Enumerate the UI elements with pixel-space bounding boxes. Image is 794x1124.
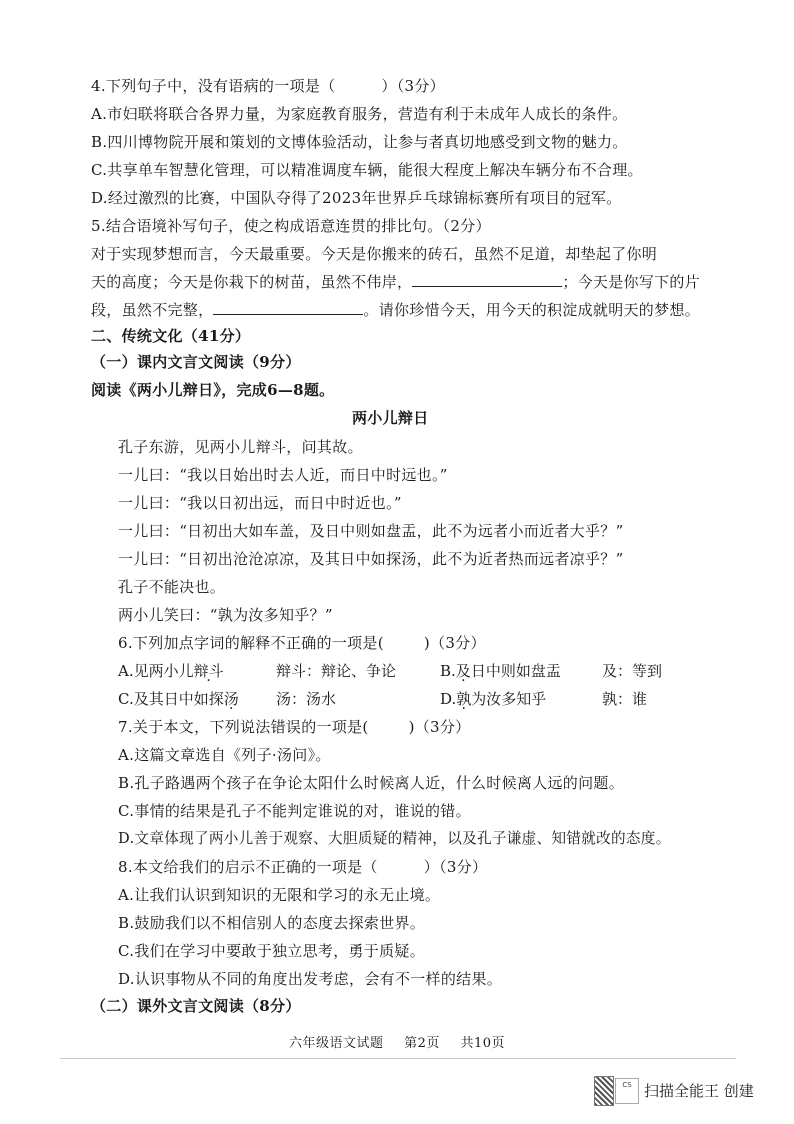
- q6-option-c: C.及其日中如探汤: [118, 690, 239, 708]
- q7-option-c: C.事情的结果是孔子不能判定谁说的对，谁说的错。: [118, 802, 471, 820]
- camscanner-logo-icon: CS: [615, 1078, 639, 1104]
- camscanner-watermark: [594, 1074, 764, 1108]
- footer-page-number: 第2页: [404, 1036, 440, 1051]
- q8-option-c: C.我们在学习中要敢于独立思考，勇于质疑。: [118, 942, 426, 960]
- passage-line: 一儿曰：“日初出大如车盖，及日中则如盘盂，此不为远者小而近者大乎？”: [118, 522, 624, 540]
- passage-line: 孔子东游，见两小儿辩斗，问其故。: [118, 438, 363, 456]
- q6-option-b: B.及日中则如盘盂: [440, 662, 561, 680]
- q7-option-d: D.文章体现了两小儿善于观察、大胆质疑的精神，以及孔子谦虚、知错就改的态度。: [118, 830, 671, 847]
- q7-option-a: A.这篇文章选自《列子·汤问》。: [118, 746, 331, 764]
- q5-line-3: 段，虽然不完整， 。请你珍惜今天，用今天的积淀成就明天的梦想。: [91, 301, 701, 319]
- q5-blank-2[interactable]: [213, 300, 363, 315]
- q6-option-b-definition: 及：等到: [602, 662, 663, 680]
- q4-option-c: C.共享单车智慧化管理，可以精准调度车辆，能很大程度上解决车辆分布不合理。: [91, 161, 643, 179]
- footer-total-pages: 共10页: [460, 1036, 506, 1051]
- q8-option-b: B.鼓励我们以不相信别人的态度去探索世界。: [118, 914, 426, 932]
- passage-line: 一儿曰：“日初出沧沧凉凉，及其日中如探汤，此不为近者热而远者凉乎？”: [118, 550, 624, 568]
- q5-line-2: 天的高度；今天是你栽下的树苗，虽然不伟岸， ；今天是你写下的片: [91, 273, 701, 291]
- subsection-2-heading: （二）课外文言文阅读（8分）: [91, 997, 301, 1015]
- subsection-1-heading: （一）课内文言文阅读（9分）: [91, 353, 301, 371]
- section-2-heading: 二、传统文化（41分）: [91, 327, 251, 345]
- q6-option-c-definition: 汤：汤水: [276, 690, 337, 708]
- q5-line-1: 对于实现梦想而言，今天最重要。今天是你搬来的砖石，虽然不足道，却垫起了你明: [91, 245, 658, 263]
- passage-line: 一儿曰：“我以日初出远，而日中时近也。”: [118, 494, 402, 512]
- qr-code-icon: [594, 1076, 614, 1106]
- q5-blank-1[interactable]: [412, 272, 562, 287]
- footer-exam-name: 六年级语文试题: [288, 1036, 384, 1051]
- q6-option-d-definition: 孰：谁: [602, 690, 648, 708]
- q6-option-a-definition: 辩斗：辩论、争论: [276, 662, 397, 680]
- q4-option-b: B.四川博物院开展和策划的文博体验活动，让参与者真切地感受到文物的魅力。: [91, 133, 628, 151]
- watermark-text: 扫描全能王 创建: [644, 1082, 754, 1100]
- q4-stem: 4.下列句子中，没有语病的一项是（ ）（3分）: [91, 77, 445, 95]
- page-footer: [0, 1032, 794, 1051]
- q8-stem: 8.本文给我们的启示不正确的一项是（ ）（3分）: [118, 858, 488, 876]
- passage-title: 两小儿辩日: [352, 409, 429, 427]
- q8-option-a: A.让我们认识到知识的无限和学习的永无止境。: [118, 886, 441, 904]
- q8-option-d: D.认识事物从不同的角度出发考虑，会有不一样的结果。: [118, 970, 503, 988]
- passage-line: 一儿曰：“我以日始出时去人近，而日中时远也。”: [118, 466, 448, 484]
- q6-stem: 6.下列加点字词的解释不正确的一项是( )（3分）: [118, 634, 486, 652]
- q7-stem: 7.关于本文，下列说法错误的一项是( )（3分）: [118, 718, 471, 736]
- q5-stem: 5.结合语境补写句子，使之构成语意连贯的排比句。（2分）: [91, 217, 491, 235]
- q4-option-d: D.经过激烈的比赛，中国队夺得了2023年世界乒乓球锦标赛所有项目的冠军。: [91, 189, 622, 207]
- q4-option-a: A.市妇联将联合各界力量，为家庭教育服务，营造有利于未成年人成长的条件。: [91, 105, 628, 123]
- scan-divider: [60, 1058, 736, 1059]
- reading-instruction: 阅读《两小儿辩日》，完成6—8题。: [91, 381, 335, 399]
- q6-option-a: A.见两小儿辩斗: [118, 662, 224, 680]
- passage-line: 两小儿笑曰：“孰为汝多知乎？”: [118, 606, 333, 624]
- passage-line: 孔子不能决也。: [118, 578, 226, 596]
- q6-option-d: D.孰为汝多知乎: [440, 690, 547, 708]
- q7-option-b: B.孔子路遇两个孩子在争论太阳什么时候离人近，什么时候离人远的问题。: [118, 774, 624, 792]
